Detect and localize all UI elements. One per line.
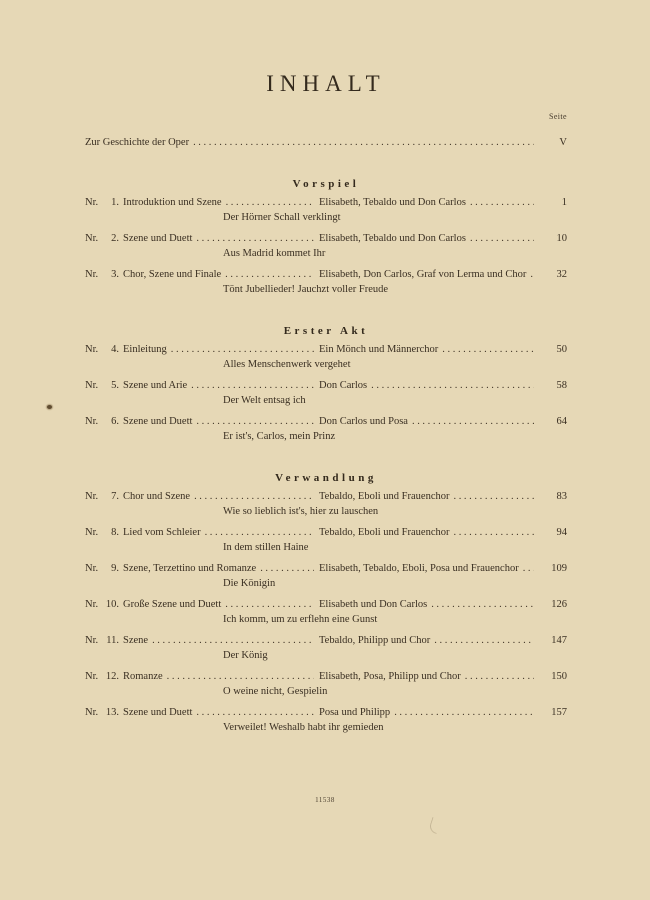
dot-leader <box>371 378 534 393</box>
entry-nr-label: Nr. <box>85 197 99 208</box>
entry-nr-num: 5. <box>111 380 119 391</box>
entry-cast: Tebaldo, Philipp und Chor <box>319 635 431 646</box>
entry-title: Szene und Duett <box>123 707 193 718</box>
entry-title: Lied vom Schleier <box>123 527 201 538</box>
entry-subtitle: Die Königin <box>223 578 276 589</box>
dot-leader <box>530 267 534 282</box>
dot-leader <box>394 705 534 720</box>
dot-leader <box>167 669 314 684</box>
section-vorspiel <box>85 176 567 297</box>
entry-page-number: 157 <box>551 707 567 718</box>
section-heading: Vorspiel <box>292 178 360 190</box>
entry-nr-label: Nr. <box>85 344 99 355</box>
entry-nr-label: Nr. <box>85 416 99 427</box>
entry-row <box>85 342 567 357</box>
entry-cast: Don Carlos und Posa <box>319 416 408 427</box>
dot-leader <box>152 633 314 648</box>
entry-title: Szene und Duett <box>123 233 193 244</box>
entry-nr-label: Nr. <box>85 233 99 244</box>
entry-subtitle: Der König <box>223 650 268 661</box>
entry-subtitle: Der Welt entsag ich <box>223 395 306 406</box>
entry-cast: Elisabeth, Tebaldo und Don Carlos <box>319 233 466 244</box>
dot-leader <box>260 561 314 576</box>
entry-title: Chor und Szene <box>123 491 191 502</box>
dot-leader <box>196 414 314 429</box>
entry-nr-num: 13. <box>105 707 119 718</box>
entry-row <box>85 525 567 540</box>
entry-nr-num: 1. <box>111 197 119 208</box>
dot-leader <box>431 597 534 612</box>
toc-entry <box>85 414 567 444</box>
entry-nr-label: Nr. <box>85 380 99 391</box>
entry-nr-num: 8. <box>111 527 119 538</box>
entry-nr-num: 2. <box>111 233 119 244</box>
dot-leader <box>434 633 534 648</box>
section-heading: Verwandlung <box>275 472 377 484</box>
entry-subtitle: Verweilet! Weshalb habt ihr gemieden <box>223 722 384 733</box>
dot-leader <box>470 195 534 210</box>
section-verwandlung <box>85 470 567 735</box>
dot-leader <box>196 231 314 246</box>
entry-cast: Elisabeth und Don Carlos <box>319 599 428 610</box>
preface-page-number: V <box>559 137 567 148</box>
entry-nr-label: Nr. <box>85 599 99 610</box>
dot-leader <box>225 597 314 612</box>
entry-cast: Tebaldo, Eboli und Frauenchor <box>319 491 450 502</box>
entry-subtitle: Wie so lieblich ist's, hier zu lauschen <box>223 506 379 517</box>
dot-leader <box>465 669 534 684</box>
dot-leader <box>226 195 314 210</box>
dot-leader <box>412 414 534 429</box>
entry-subtitle: Er ist's, Carlos, mein Prinz <box>223 431 336 442</box>
entry-title: Introduktion und Szene <box>123 197 222 208</box>
entry-nr-num: 4. <box>111 344 119 355</box>
entry-nr-num: 11. <box>106 635 119 646</box>
dot-leader <box>196 705 314 720</box>
plate-number: 11538 <box>315 796 335 804</box>
entry-page-number: 109 <box>551 563 567 574</box>
entry-title: Große Szene und Duett <box>123 599 222 610</box>
entry-row <box>85 561 567 576</box>
entry-cast: Elisabeth, Don Carlos, Graf von Lerma und Chor <box>319 269 527 280</box>
entry-nr-num: 12. <box>105 671 119 682</box>
dot-leader <box>453 525 534 540</box>
entry-nr-num: 7. <box>111 491 119 502</box>
section-erster-akt <box>85 323 567 444</box>
entry-page-number: 147 <box>551 635 567 646</box>
toc-entry <box>85 489 567 519</box>
dot-leader <box>205 525 314 540</box>
entry-page-number: 58 <box>556 380 567 391</box>
toc-entry <box>85 669 567 699</box>
entry-row <box>85 669 567 684</box>
page-content <box>85 0 567 741</box>
entry-cast: Elisabeth, Tebaldo, Eboli, Posa und Frauenchor <box>319 563 519 574</box>
entry-subtitle: Tönt Jubellieder! Jauchzt voller Freude <box>223 284 389 295</box>
dot-leader <box>470 231 534 246</box>
entry-title: Einleitung <box>123 344 167 355</box>
toc-entry <box>85 195 567 225</box>
toc-entry <box>85 525 567 555</box>
entry-page-number: 10 <box>556 233 567 244</box>
entry-title: Szene, Terzettino und Romanze <box>123 563 257 574</box>
toc-entry <box>85 705 567 735</box>
section-heading: Erster Akt <box>283 325 369 337</box>
dot-leader <box>442 342 534 357</box>
entry-nr-num: 10. <box>105 599 119 610</box>
entry-title: Chor, Szene und Finale <box>123 269 222 280</box>
entry-title: Romanze <box>123 671 163 682</box>
entry-cast: Don Carlos <box>319 380 368 391</box>
entry-page-number: 32 <box>556 269 567 280</box>
entry-cast: Tebaldo, Eboli und Frauenchor <box>319 527 450 538</box>
entry-row <box>85 489 567 504</box>
entry-subtitle: Ich komm, um zu erflehn eine Gunst <box>223 614 378 625</box>
entry-nr-label: Nr. <box>85 635 99 646</box>
paper-speck <box>47 405 52 409</box>
entry-page-number: 94 <box>556 527 567 538</box>
paper-smudge <box>428 817 441 834</box>
entry-title: Szene und Duett <box>123 416 193 427</box>
page-title: INHALT <box>266 71 386 96</box>
entry-nr-label: Nr. <box>85 563 99 574</box>
entry-page-number: 1 <box>561 197 567 208</box>
entry-nr-num: 9. <box>111 563 119 574</box>
entry-cast: Elisabeth, Posa, Philipp und Chor <box>319 671 461 682</box>
entry-row <box>85 231 567 246</box>
entry-nr-label: Nr. <box>85 527 99 538</box>
entry-row <box>85 195 567 210</box>
entry-page-number: 64 <box>556 416 567 427</box>
toc-entry <box>85 231 567 261</box>
entry-page-number: 50 <box>556 344 567 355</box>
page-column-label: Seite <box>549 112 567 121</box>
entry-nr-label: Nr. <box>85 671 99 682</box>
dot-leader <box>193 135 534 150</box>
entry-row <box>85 414 567 429</box>
entry-subtitle: Aus Madrid kommet Ihr <box>223 248 326 259</box>
toc-entry <box>85 342 567 372</box>
toc-entry <box>85 267 567 297</box>
entry-page-number: 126 <box>551 599 567 610</box>
entry-page-number: 150 <box>551 671 567 682</box>
entry-cast: Elisabeth, Tebaldo und Don Carlos <box>319 197 466 208</box>
entry-title: Szene <box>123 635 149 646</box>
toc-entry <box>85 561 567 591</box>
entry-nr-label: Nr. <box>85 269 99 280</box>
entry-row <box>85 267 567 282</box>
preface-row <box>85 135 567 150</box>
entry-row <box>85 705 567 720</box>
dot-leader <box>225 267 314 282</box>
toc-entry <box>85 378 567 408</box>
entry-subtitle: Der Hörner Schall verklingt <box>223 212 341 223</box>
entry-nr-num: 6. <box>111 416 119 427</box>
dot-leader <box>191 378 314 393</box>
entry-cast: Ein Mönch und Männerchor <box>319 344 439 355</box>
preface-title: Zur Geschichte der Oper <box>85 137 190 148</box>
toc-entry <box>85 597 567 627</box>
entry-nr-label: Nr. <box>85 491 99 502</box>
entry-subtitle: Alles Menschenwerk vergehet <box>223 359 351 370</box>
entry-subtitle: O weine nicht, Gespielin <box>223 686 328 697</box>
entry-subtitle: In dem stillen Haine <box>223 542 309 553</box>
dot-leader <box>171 342 314 357</box>
entry-page-number: 83 <box>556 491 567 502</box>
entry-row <box>85 633 567 648</box>
entry-nr-num: 3. <box>111 269 119 280</box>
entry-title: Szene und Arie <box>123 380 188 391</box>
entry-row <box>85 597 567 612</box>
dot-leader <box>453 489 534 504</box>
dot-leader <box>523 561 534 576</box>
entry-nr-label: Nr. <box>85 707 99 718</box>
entry-cast: Posa und Philipp <box>319 707 391 718</box>
entry-row <box>85 378 567 393</box>
dot-leader <box>194 489 314 504</box>
toc-entry <box>85 633 567 663</box>
